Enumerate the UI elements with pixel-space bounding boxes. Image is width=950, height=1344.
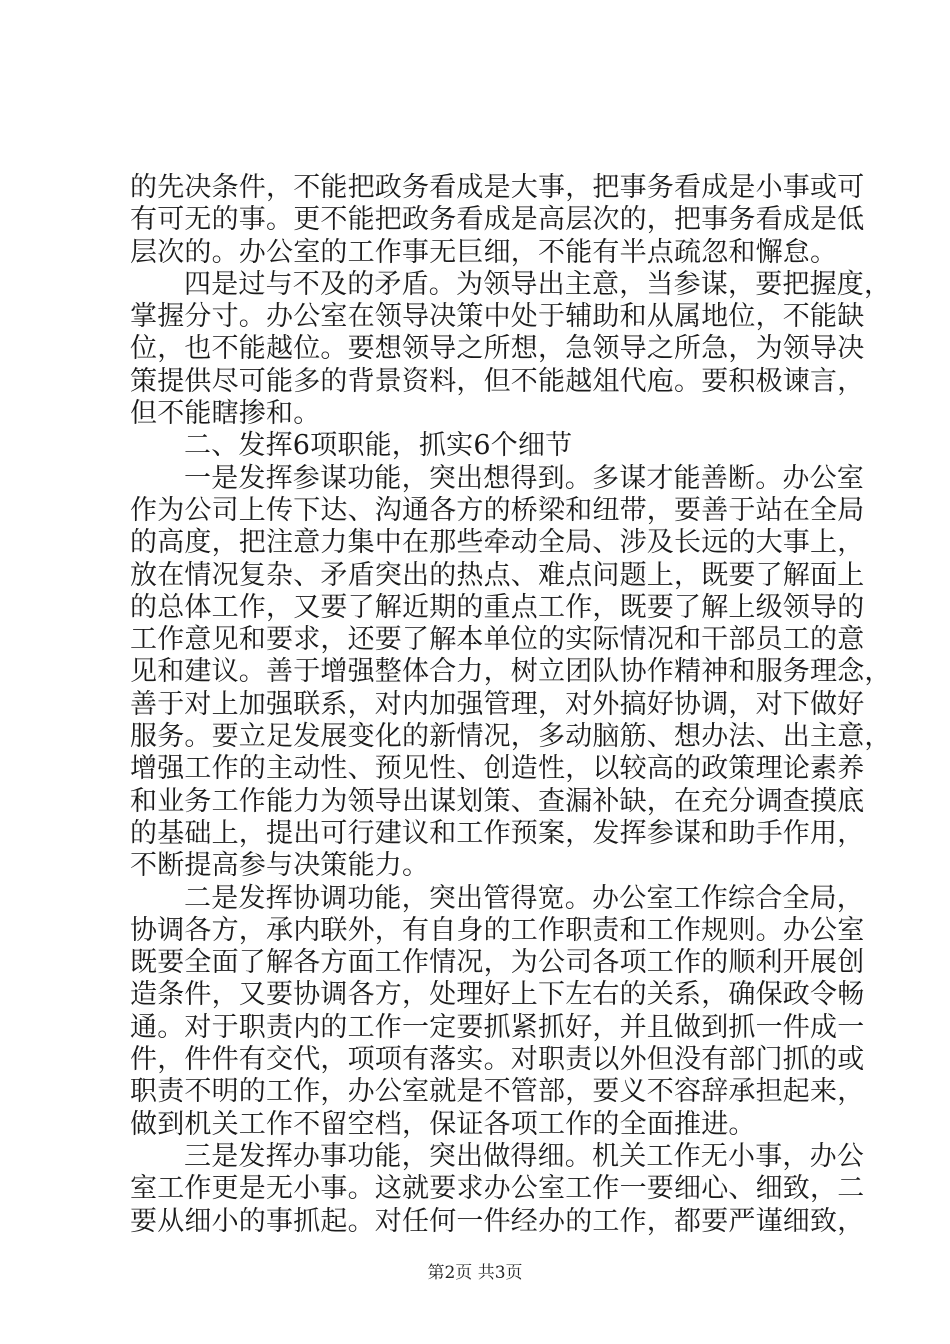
text-line: 作为公司上传下达、沟通各方的桥梁和纽带，要善于站在全局 <box>130 494 865 526</box>
paragraph-start-line: 三是发挥办事功能，突出做得细。机关工作无小事，办公 <box>184 1140 864 1172</box>
text-line: 放在情况复杂、矛盾突出的热点、难点问题上，既要了解面上 <box>130 559 865 591</box>
text-line: 位，也不能越位。要想领导之所想，急领导之所急，为领导决 <box>130 333 865 365</box>
document-body <box>130 172 892 1238</box>
text-line: 协调各方，承内联外，有自身的工作职责和工作规则。办公室 <box>130 914 865 946</box>
text-line: 增强工作的主动性、预见性、创造性，以较高的政策理论素养 <box>130 753 865 785</box>
paragraph-start-line: 二是发挥协调功能，突出管得宽。办公室工作综合全局， <box>184 882 864 914</box>
text-line: 的先决条件，不能把政务看成是大事，把事务看成是小事或可 <box>130 172 865 203</box>
text-line: 但不能瞎掺和。 <box>130 398 321 430</box>
text-line: 和业务工作能力为领导出谋划策、查漏补缺，在充分调查摸底 <box>130 785 865 817</box>
text-line: 掌握分寸。办公室在领导决策中处于辅助和从属地位，不能缺 <box>130 301 865 333</box>
text-line: 层次的。办公室的工作事无巨细，不能有半点疏忽和懈怠。 <box>130 236 838 268</box>
text-line: 造条件，又要协调各方，处理好上下左右的关系，确保政令畅 <box>130 979 865 1011</box>
text-line: 既要全面了解各方面工作情况，为公司各项工作的顺利开展创 <box>130 947 865 979</box>
section-heading: 二、发挥6项职能，抓实6个细节 <box>184 430 573 462</box>
text-line: 策提供尽可能多的背景资料，但不能越俎代庖。要积极谏言， <box>130 365 865 397</box>
text-line: 善于对上加强联系，对内加强管理，对外搞好协调，对下做好 <box>130 688 865 720</box>
paragraph-start-line: 四是过与不及的矛盾。为领导出主意，当参谋，要把握度， <box>184 268 892 300</box>
text-line: 服务。要立足发展变化的新情况，多动脑筋、想办法、出主意， <box>130 721 892 753</box>
text-line: 要从细小的事抓起。对任何一件经办的工作，都要严谨细致， <box>130 1205 865 1237</box>
text-line: 通。对于职责内的工作一定要抓紧抓好，并且做到抓一件成一 <box>130 1011 865 1043</box>
paragraph-start-line: 一是发挥参谋功能，突出想得到。多谋才能善断。办公室 <box>184 462 864 494</box>
text-line: 件，件件有交代，项项有落实。对职责以外但没有部门抓的或 <box>130 1044 865 1076</box>
text-line: 见和建议。善于增强整体合力，树立团队协作精神和服务理念， <box>130 656 892 688</box>
text-line: 室工作更是无小事。这就要求办公室工作一要细心、细致，二 <box>130 1173 865 1205</box>
text-line: 的高度，把注意力集中在那些牵动全局、涉及长远的大事上， <box>130 527 865 559</box>
text-line: 不断提高参与决策能力。 <box>130 850 430 882</box>
text-line: 的总体工作，又要了解近期的重点工作，既要了解上级领导的 <box>130 591 865 623</box>
text-line: 职责不明的工作，办公室就是不管部，要义不容辞承担起来， <box>130 1076 865 1108</box>
page-number-footer: 第2页 共3页 <box>427 1263 523 1283</box>
text-line: 的基础上，提出可行建议和工作预案，发挥参谋和助手作用， <box>130 817 865 849</box>
text-line: 做到机关工作不留空档，保证各项工作的全面推进。 <box>130 1108 756 1140</box>
text-line: 工作意见和要求，还要了解本单位的实际情况和干部员工的意 <box>130 624 865 656</box>
text-line: 有可无的事。更不能把政务看成是高层次的，把事务看成是低 <box>130 204 865 236</box>
